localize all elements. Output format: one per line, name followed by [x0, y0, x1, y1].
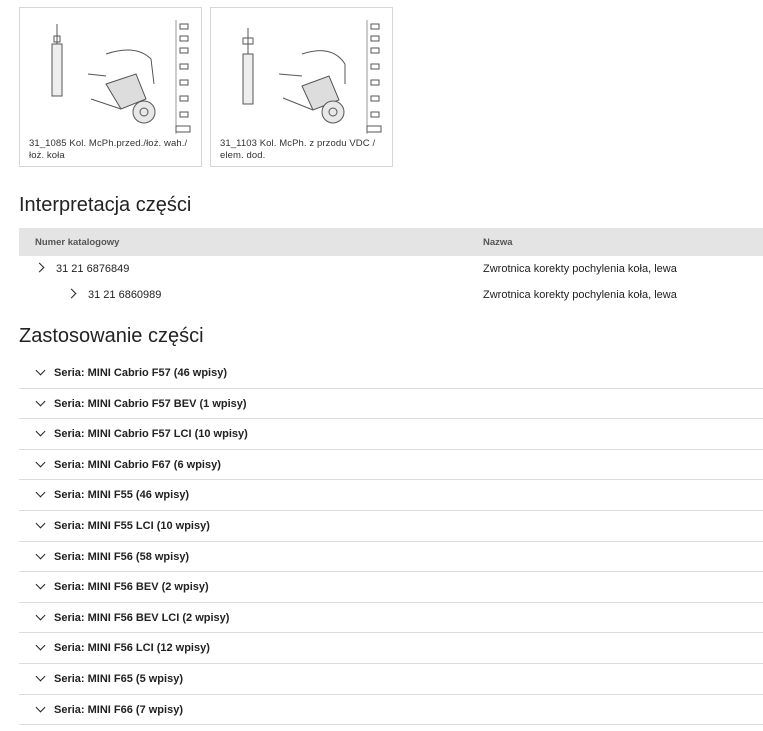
chevron-down-icon[interactable] — [36, 671, 46, 681]
series-label: Seria: MINI F56 LCI (12 wpisy) — [54, 642, 210, 655]
chevron-down-icon[interactable] — [36, 366, 46, 376]
series-label: Seria: MINI Cabrio F57 BEV (1 wpisy) — [54, 397, 247, 410]
part-number: 31 21 6876849 — [56, 263, 130, 275]
suspension-diagram-image — [217, 14, 388, 136]
chevron-down-icon[interactable] — [36, 457, 46, 467]
column-header-number: Numer katalogowy — [35, 237, 120, 248]
diagram-cards — [19, 7, 393, 167]
chevron-down-icon[interactable] — [36, 610, 46, 620]
chevron-right-icon[interactable] — [35, 263, 45, 273]
diagram-card[interactable] — [210, 7, 393, 167]
series-label: Seria: MINI Cabrio F57 LCI (10 wpisy) — [54, 428, 248, 441]
chevron-down-icon[interactable] — [36, 641, 46, 651]
table-row[interactable] — [19, 282, 763, 308]
series-accordion — [19, 358, 763, 725]
interpretation-heading: Interpretacja części — [19, 194, 192, 216]
column-header-name: Nazwa — [483, 237, 513, 248]
series-label: Seria: MINI F65 (5 wpisy) — [54, 672, 183, 685]
series-label: Seria: MINI F56 BEV (2 wpisy) — [54, 581, 209, 594]
diagram-caption: 31_1085 Kol. McPh.przed./łoż. wah./łoż. koła — [29, 138, 188, 161]
series-item[interactable] — [19, 358, 763, 389]
series-item[interactable] — [19, 480, 763, 511]
series-item[interactable] — [19, 389, 763, 420]
series-label: Seria: MINI F66 (7 wpisy) — [54, 703, 183, 716]
series-label: Seria: MINI Cabrio F67 (6 wpisy) — [54, 458, 221, 471]
series-label: Seria: MINI F56 (58 wpisy) — [54, 550, 190, 563]
series-label: Seria: MINI F55 (46 wpisy) — [54, 489, 190, 502]
series-item[interactable] — [19, 633, 763, 664]
part-name: Zwrotnica korekty pochylenia koła, lewa — [483, 263, 677, 275]
series-item[interactable] — [19, 450, 763, 481]
series-label: Seria: MINI Cabrio F57 (46 wpisy) — [54, 367, 227, 379]
chevron-right-icon[interactable] — [67, 289, 77, 299]
chevron-down-icon[interactable] — [36, 396, 46, 406]
chevron-down-icon[interactable] — [36, 427, 46, 437]
series-item[interactable] — [19, 511, 763, 542]
series-label: Seria: MINI F55 LCI (10 wpisy) — [54, 519, 210, 532]
series-item[interactable] — [19, 603, 763, 634]
table-row[interactable] — [19, 256, 763, 282]
part-number: 31 21 6860989 — [88, 289, 162, 301]
series-item[interactable] — [19, 572, 763, 603]
chevron-down-icon[interactable] — [36, 702, 46, 712]
chevron-down-icon[interactable] — [36, 549, 46, 559]
chevron-down-icon[interactable] — [36, 488, 46, 498]
diagram-caption: 31_1103 Kol. McPh. z przodu VDC / elem. dod. — [220, 138, 376, 161]
interpretation-table — [19, 228, 763, 308]
series-item[interactable] — [19, 664, 763, 695]
suspension-diagram-image — [26, 14, 197, 136]
table-header — [19, 228, 763, 256]
series-item[interactable] — [19, 542, 763, 573]
series-label: Seria: MINI F56 BEV LCI (2 wpisy) — [54, 611, 230, 624]
series-item[interactable] — [19, 419, 763, 450]
chevron-down-icon[interactable] — [36, 519, 46, 529]
part-name: Zwrotnica korekty pochylenia koła, lewa — [483, 289, 677, 301]
usage-heading: Zastosowanie części — [19, 325, 204, 347]
chevron-down-icon[interactable] — [36, 580, 46, 590]
diagram-card[interactable] — [19, 7, 202, 167]
series-item[interactable] — [19, 695, 763, 726]
